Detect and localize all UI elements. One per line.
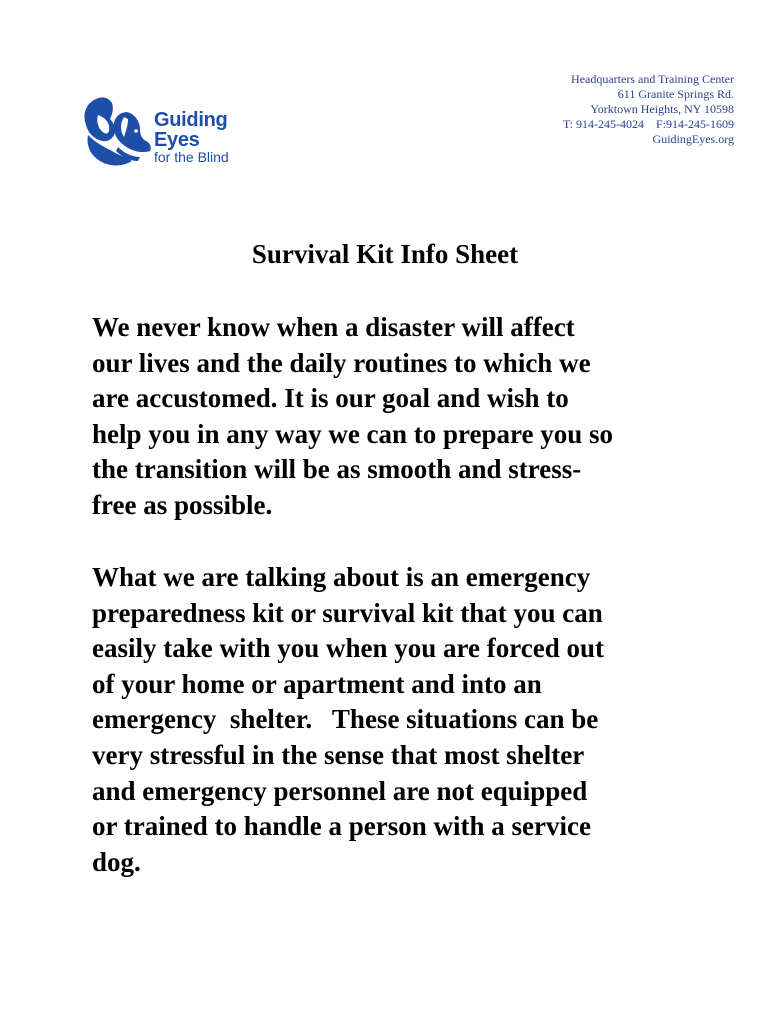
paragraph-line: free as possible.	[92, 489, 273, 520]
paragraph-intro	[92, 310, 692, 524]
address-line-phone-fax: T: 914-245-4024 F:914-245-1609	[562, 117, 734, 131]
paragraph-line: easily take with you when you are forced out	[92, 633, 604, 664]
paragraph-line: are accustomed. It is our goal and wish to	[92, 383, 569, 414]
paragraph-line: our lives and the daily routines to which we	[92, 347, 591, 378]
address-line-headquarters: Headquarters and Training Center	[571, 72, 734, 86]
paragraph-line: and emergency personnel are not equipped	[92, 775, 588, 806]
guiding-eyes-logo	[82, 95, 252, 170]
person-and-dog-logo-icon	[82, 95, 154, 170]
page-title: Survival Kit Info Sheet	[251, 239, 519, 269]
paragraph-line: preparedness kit or survival kit that you can	[92, 597, 603, 628]
paragraph-line: dog.	[92, 846, 141, 877]
paragraph-line: of your home or apartment and into an	[92, 668, 542, 699]
logo-text-guiding: Guiding	[154, 109, 228, 131]
paragraph-line: the transition will be as smooth and stress-	[92, 454, 582, 485]
paragraph-kit-description	[92, 560, 692, 880]
address-line-street: 611 Granite Springs Rd.	[617, 87, 734, 101]
header-address	[563, 72, 734, 147]
logo-text-for-the-blind: for the Blind	[154, 149, 229, 165]
paragraph-line: What we are talking about is an emergency	[92, 562, 591, 592]
logo-text-eyes: Eyes	[154, 129, 200, 151]
address-line-website: GuidingEyes.org	[652, 132, 734, 146]
logo-wordmark	[154, 110, 229, 165]
paragraph-line: We never know when a disaster will affect	[92, 312, 575, 342]
paragraph-line: very stressful in the sense that most shelter	[92, 739, 585, 770]
address-line-city: Yorktown Heights, NY 10598	[590, 102, 734, 116]
paragraph-line: emergency shelter. These situations can be	[92, 704, 599, 735]
paragraph-line: or trained to handle a person with a service	[92, 811, 591, 842]
paragraph-line: help you in any way we can to prepare you so	[92, 418, 614, 449]
